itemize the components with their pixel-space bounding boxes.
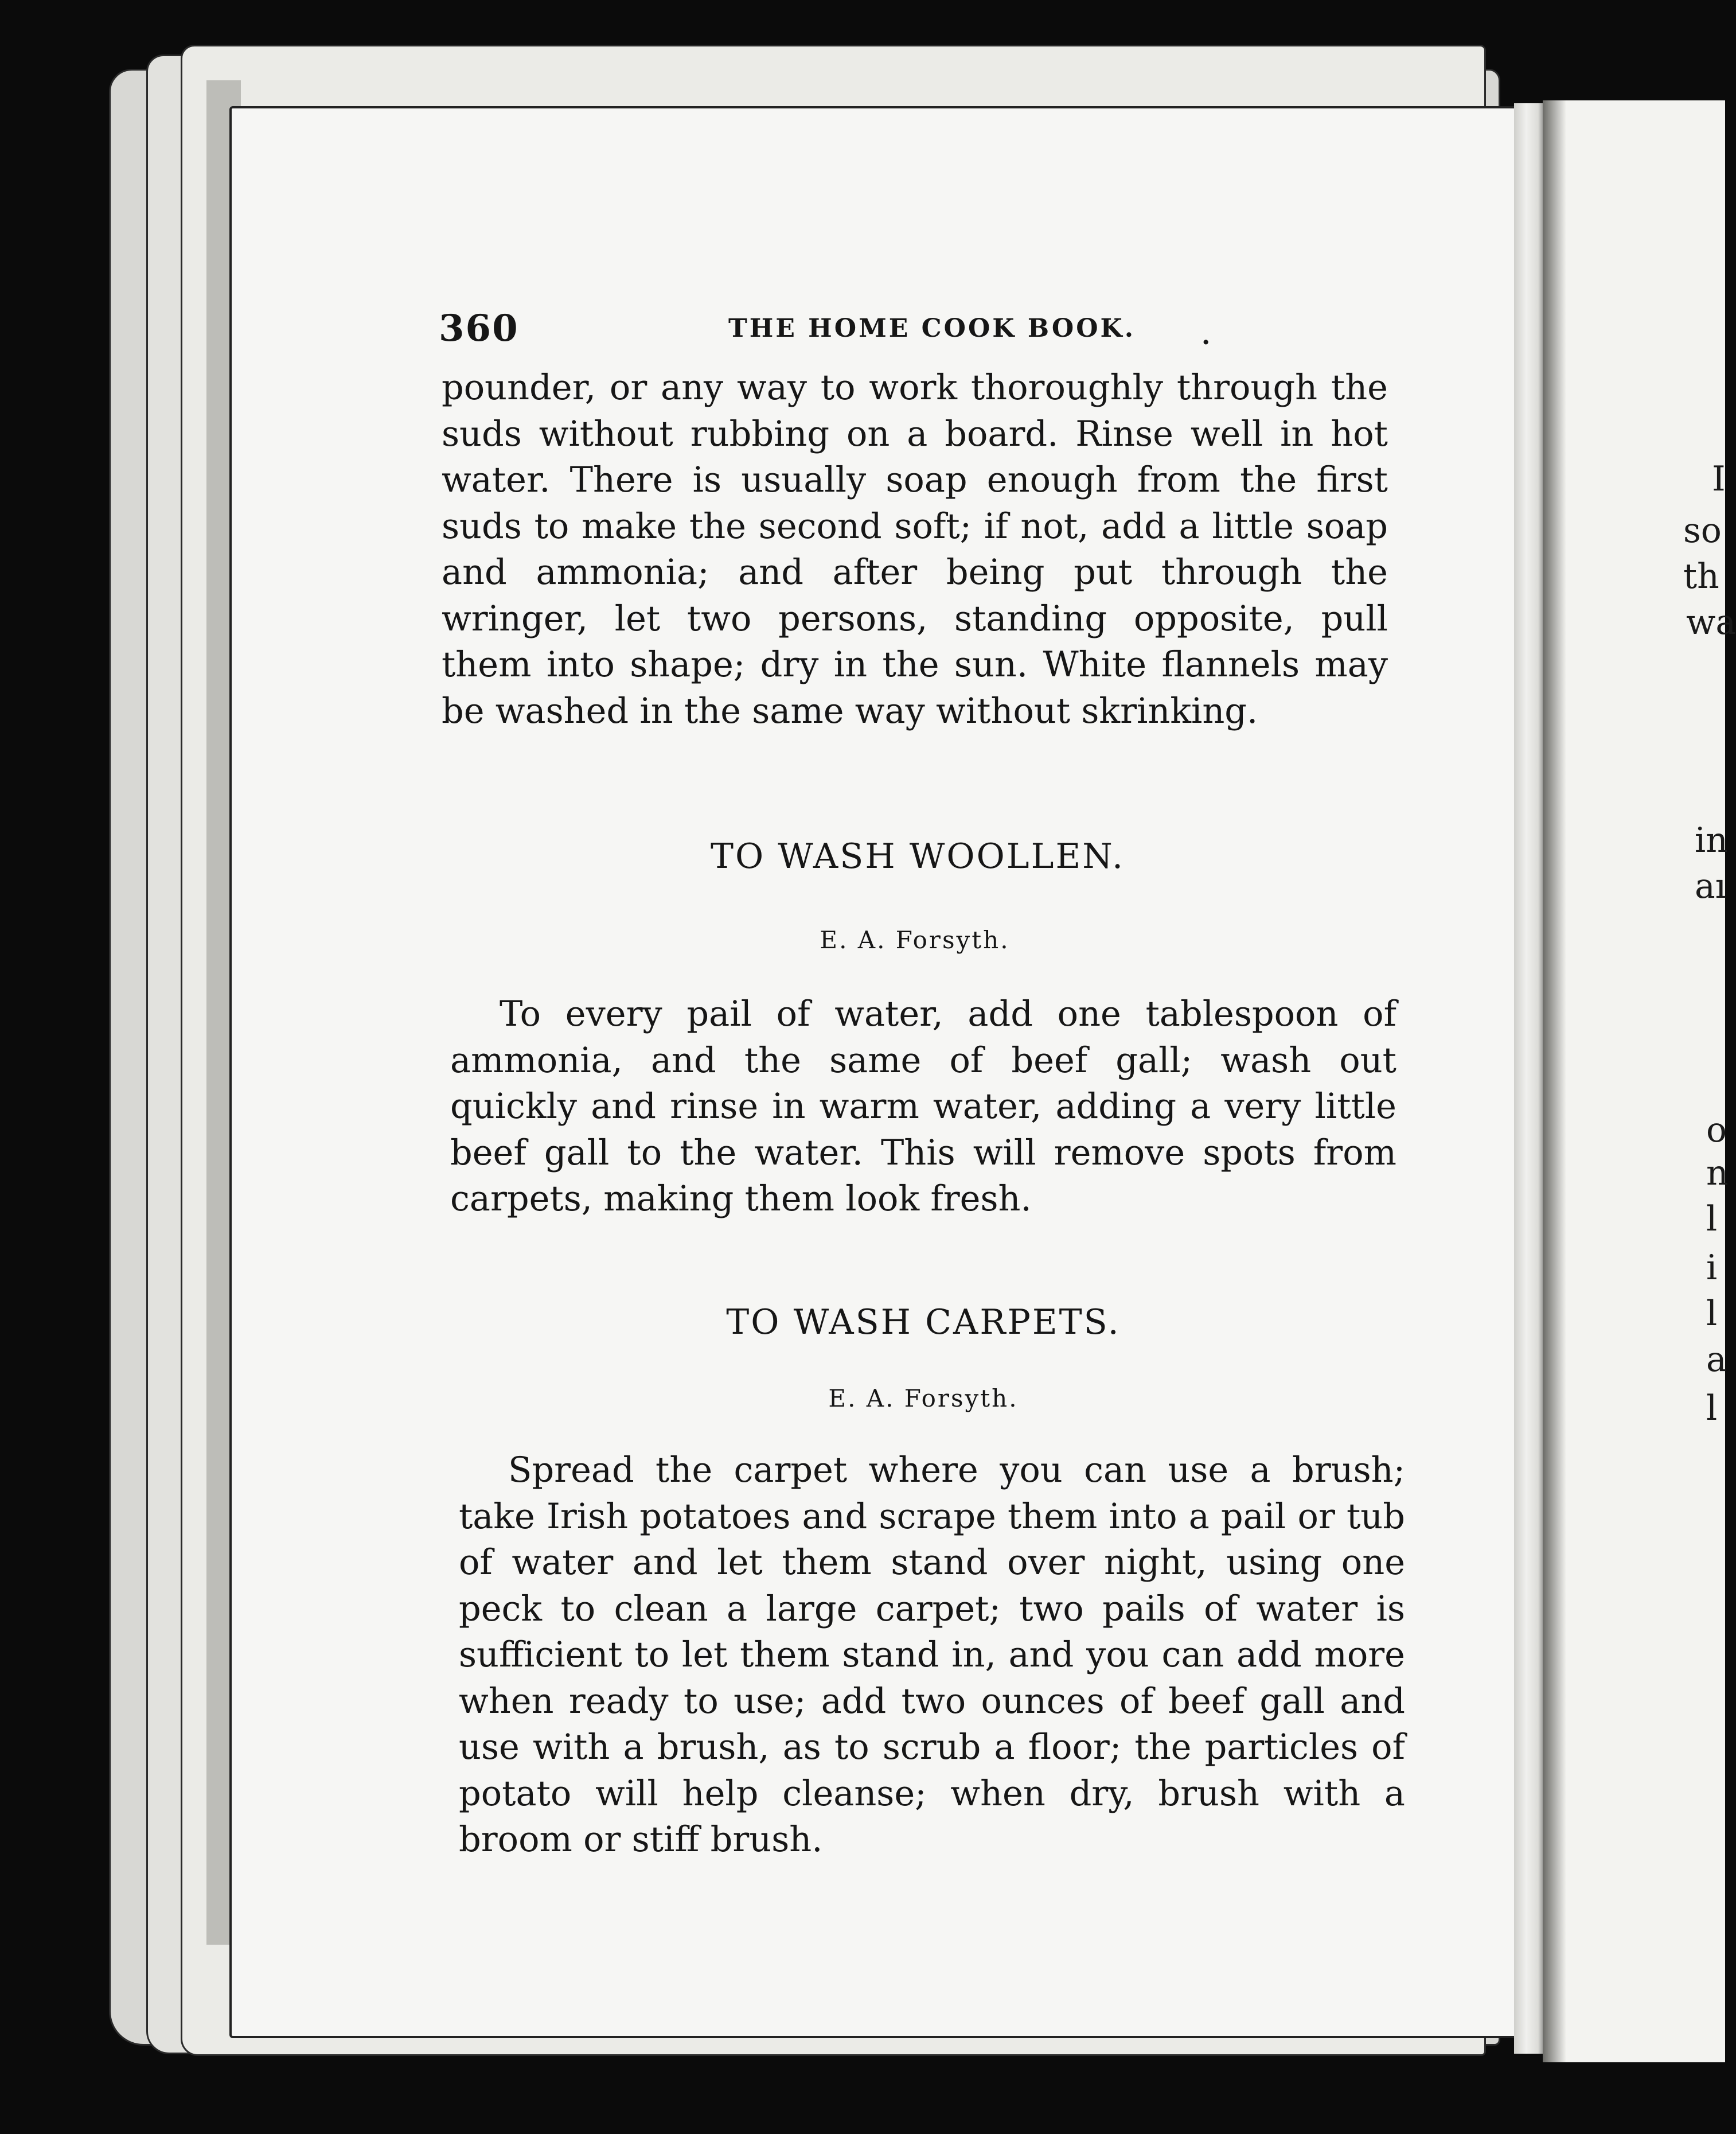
page-number: 360: [439, 307, 519, 350]
facing-fragment: aı: [1695, 866, 1726, 906]
section-paragraph: [450, 991, 1396, 1222]
header-mark: .: [1201, 321, 1211, 351]
running-header: [439, 307, 1299, 359]
section-author: E. A. Forsyth.: [820, 926, 1010, 954]
facing-fragment: n: [1706, 1153, 1729, 1193]
continuation-paragraph: [442, 365, 1388, 734]
paragraph-text: To every pail of water, add one tablespoon of ammonia, and the same of beef gall; wash out quickly and rinse in warm water, adding a very little beef gall to the water. This will remove spots from carpets, making them look fresh.: [450, 994, 1396, 1219]
section-title: TO WASH CARPETS.: [726, 1302, 1121, 1342]
facing-page: [1543, 100, 1725, 2062]
paragraph-text: pounder, or any way to work thoroughly through the suds without rubbing on a board. Rinse well in hot water. There is usually soap enough from the first suds to make the second soft; if not, add a little soap and ammonia; and after being put through the wringer, let two persons, standing opposite, pull them into shape; dry in the sun. White flannels may be washed in the same way without skrinking.: [442, 368, 1388, 731]
facing-fragment: I: [1712, 459, 1726, 499]
facing-fragment: i: [1706, 1248, 1718, 1288]
section-author: E. A. Forsyth.: [828, 1384, 1019, 1412]
facing-fragment: th: [1683, 556, 1719, 597]
facing-fragment: l: [1706, 1199, 1718, 1239]
facing-fragment: l: [1706, 1294, 1718, 1334]
running-title: THE HOME COOK BOOK.: [728, 314, 1136, 343]
facing-fragment: o: [1706, 1110, 1727, 1150]
facing-fragment: l: [1706, 1388, 1718, 1428]
facing-fragment: so: [1683, 511, 1722, 551]
facing-fragment: in: [1695, 820, 1728, 860]
paragraph-text: Spread the carpet where you can use a brush; take Irish potatoes and scrape them into a pail or tub of water and let them stand over night, using one peck to clean a large carpet; two pails of water is sufficient to let them stand in, and you can add more when ready to use; add two ounces of beef gall and use with a brush, as to scrub a floor; the particles of potato will help cleanse; when dry, brush with a broom or stiff brush.: [459, 1450, 1405, 1860]
facing-fragment: a: [1706, 1339, 1727, 1380]
section-paragraph: [459, 1447, 1405, 1863]
section-title: TO WASH WOOLLEN.: [710, 836, 1125, 877]
facing-fragment: wa: [1686, 602, 1736, 642]
facing-page-shadow: [1543, 100, 1566, 2062]
